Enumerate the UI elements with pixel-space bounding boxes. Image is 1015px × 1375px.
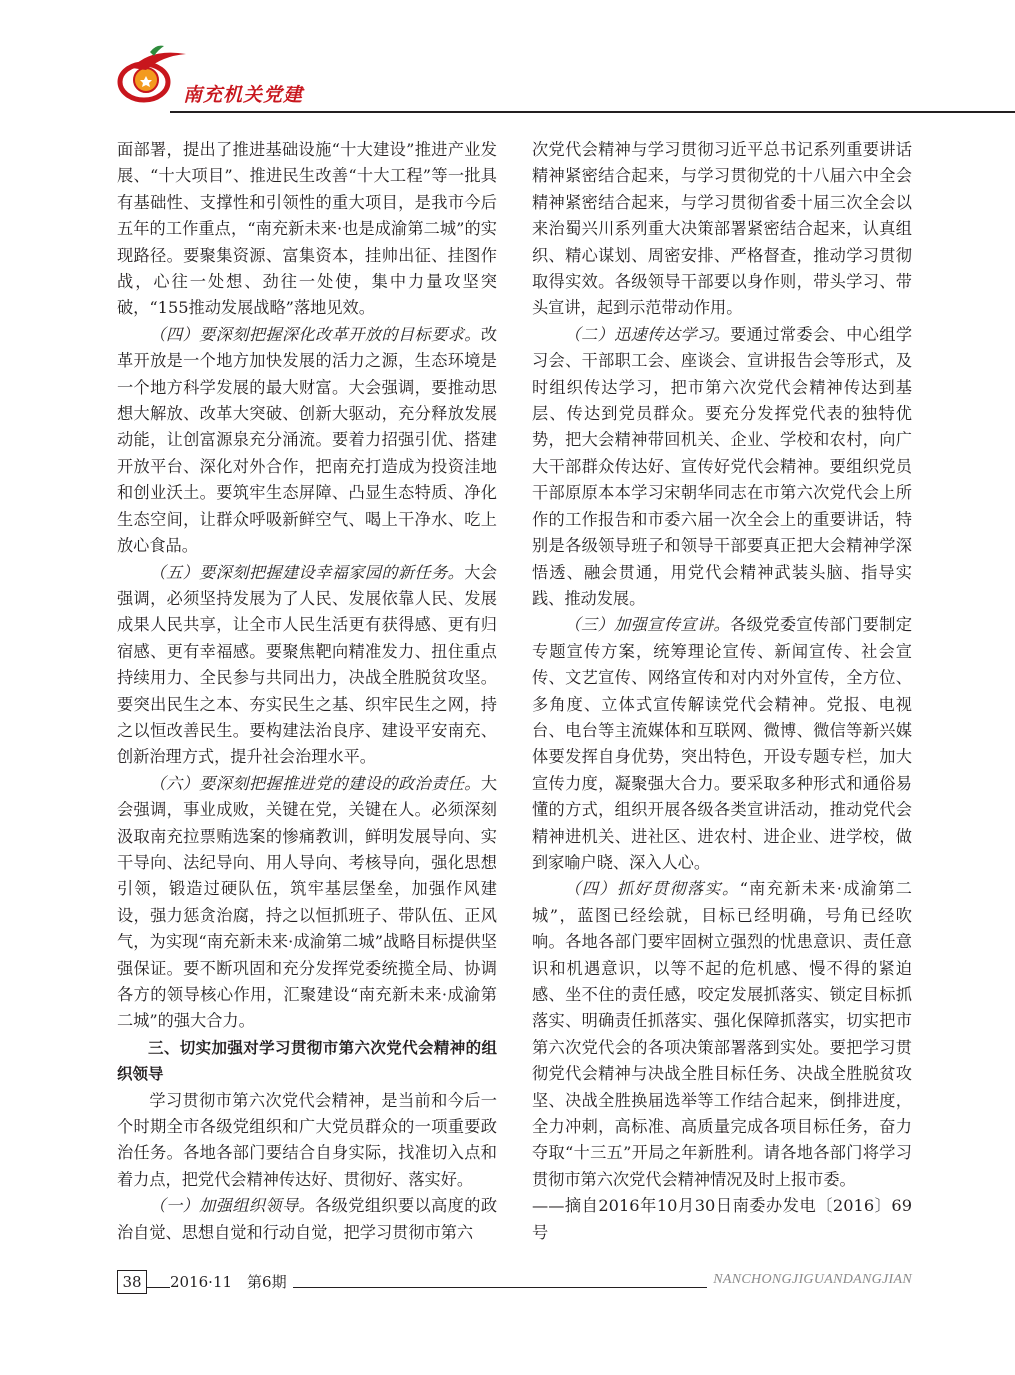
issue-label: 2016·11 第6期 — [170, 1271, 293, 1293]
subheading: （五）要深刻把握建设幸福家园的新任务。 — [149, 562, 465, 582]
subheading: （四）抓好贯彻落实。 — [564, 879, 740, 899]
section-heading: 三、切实加强对学习贯彻市第六次党代会精神的组织领导 — [117, 1038, 497, 1084]
paragraph: （四）要深刻把握深化改革开放的目标要求。改革开放是一个地方加快发展的活力之源，生态环境是一个地方科学发展的最大财富。大会强调，要推动思想大解放、改革大突破、创新大驱动，充分释放发展动能，让创富源泉充分涌流。要着力招强引优、搭建开放平台、深化对外合作，把南充打造成为投资洼地和创业沃土。要筑牢生态屏障、凸显生态特质、净化生态空间，让群众呼吸新鲜空气、喝上干净水、吃上放心食品。 — [117, 324, 497, 556]
party-building-logo — [110, 44, 190, 108]
paragraph: （六）要深刻把握推进党的建设的政治责任。大会强调，事业成败，关键在党，关键在人。必须深刻汲取南充拉票贿选案的惨痛教训，鲜明发展导向、实干导向、法纪导向、用人导向、考核导向，强化思想引领，锻造过硬队伍，筑牢基层堡垒，加强作风建设，强力惩贪治腐，持之以恒抓班子、带队伍、正风气，为实现“南充新未来·成渝第二城”战略目标提供坚强保证。要不断巩固和充分发挥党委统揽全局、协调各方的领导核心作用，汇聚建设“南充新未来·成渝第二城”的强大合力。 — [117, 773, 497, 1031]
subheading: （一）加强组织领导。 — [149, 1196, 316, 1216]
paragraph: （二）迅速传达学习。要通过常委会、中心组学习会、干部职工会、座谈会、宣讲报告会等形式，及时组织传达学习，把市第六次党代会精神传达到基层、传达到党员群众。要充分发挥党代表的独特优势，把大会精神带回机关、企业、学校和农村，向广大干部群众传达好、宣传好党代会精神。要组织党员干部原原本本学习宋朝华同志在市第六次党代会上所作的工作报告和市委六届一次全会上的重要讲话，特别是各级领导班子和领导干部要真正把大会精神学深悟透、融会贯通，用党代会精神武装头脑、指导实践、推动发展。 — [532, 324, 913, 608]
footer-brand-pinyin: NANCHONGJIGUANDANGJIAN — [707, 1272, 912, 1288]
paragraph: （三）加强宣传宣讲。各级党委宣传部门要制定专题宣传方案，统筹理论宣传、新闻宣传、社会宣传、文艺宣传、网络宣传和对内对外宣传，全方位、多角度、立体式宣传解读党代会精神。党报、电视台、电台等主流媒体和互联网、微博、微信等新兴媒体要发挥自身优势，突出特色，开设专题专栏，加大宣传力度，凝聚强大合力。要采取多种形式和通俗易懂的方式，组织开展各级各类宣讲活动，推动党代会精神进机关、进社区、进农村、进企业、进学校，做到家喻户晓、深入人心。 — [532, 615, 913, 872]
paragraph: 次党代会精神与学习贯彻习近平总书记系列重要讲话精神紧密结合起来，与学习贯彻党的十八届六中全会精神紧密结合起来，与学习贯彻省委十届三次全会以来治蜀兴川系列重大决策部署紧密结合起来，认真组织、精心谋划、周密安排、严格督查，推动学习贯彻取得实效。各级领导干部要以身作则，带头学习、带头宣讲，起到示范带动作用。 — [532, 140, 912, 318]
right-column — [532, 137, 912, 1246]
page-footer — [0, 1262, 1015, 1322]
page-number: 38 — [117, 1270, 147, 1294]
paragraph: （一）加强组织领导。各级党组织要以高度的政治自觉、思想自觉和行动自觉，把学习贯彻市第六 — [117, 1196, 498, 1242]
page-header — [0, 0, 1015, 120]
paragraph: 学习贯彻市第六次党代会精神，是当前和今后一个时期全市各级党组织和广大党员群众的一项重要政治任务。各地各部门要结合自身实际，找准切入点和着力点，把党代会精神传达好、贯彻好、落实好。 — [117, 1090, 497, 1189]
subheading: （三）加强宣传宣讲。 — [564, 615, 731, 635]
paragraph: （五）要深刻把握建设幸福家园的新任务。大会强调，必须坚持发展为了人民、发展依靠人民、发展成果人民共享，让全市人民生活更有获得感、更有归宿感、更有幸福感。要聚焦靶向精准发力、扭住重点持续用力、全民参与共同出力，决战全胜脱贫攻坚。要突出民生之本、夯实民生之基、织牢民生之网，持之以恒改善民生。要构建法治良序、建设平安南充、创新治理方式，提升社会治理水平。 — [117, 562, 498, 767]
magazine-brand: 南充机关党建 — [183, 84, 304, 106]
subheading: （四）要深刻把握深化改革开放的目标要求。 — [149, 324, 481, 344]
paragraph: （四）抓好贯彻落实。“南充新未来·成渝第二城”，蓝图已经绘就，目标已经明确，号角已经吹响。各地各部门要牢固树立强烈的忧患意识、责任意识和机遇意识，以等不起的危机感、慢不得的紧迫感、坐不住的责任感，咬定发展抓落实、锁定目标抓落实、明确责任抓落实、强化保障抓落实，切实把市第六次党代会的各项决策部署落到实处。要把学习贯彻党代会精神与决战全胜目标任务、决战全胜脱贫攻坚、决战全胜换届选举等工作结合起来，倒排进度，全力冲刺，高标准、高质量完成各项目标任务，奋力夺取“十三五”开局之年新胜利。请各地各部门将学习贯彻市第六次党代会精神情况及时上报市委。 — [532, 879, 912, 1189]
source-citation: ——摘自2016年10月30日南委办发电〔2016〕69号 — [532, 1196, 912, 1242]
left-column — [117, 137, 497, 1246]
subheading: （六）要深刻把握推进党的建设的政治责任。 — [149, 773, 481, 793]
header-rule — [170, 111, 1015, 113]
paragraph: 面部署，提出了推进基础设施“十大建设”推进产业发展、“十大项目”、推进民生改善“十大工程”等一批具有基础性、支撑性和引领性的重大项目，是我市今后五年的工作重点，“南充新未来·也是成渝第二城”的实现路径。要聚集资源、富集资本，挂帅出征、挂图作战，心往一处想、劲往一处使，集中力量攻坚突破，“155推动发展战略”落地见效。 — [117, 140, 497, 318]
subheading: （二）迅速传达学习。 — [564, 324, 731, 344]
